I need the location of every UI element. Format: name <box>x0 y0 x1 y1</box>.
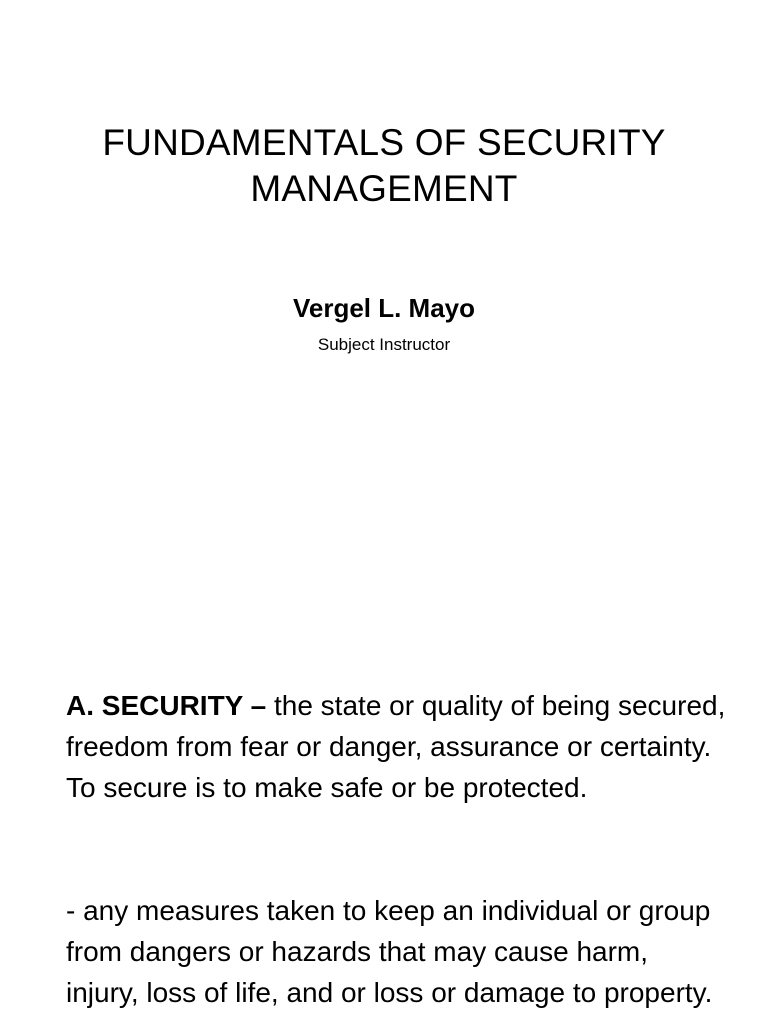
slide-title: FUNDAMENTALS OF SECURITY MANAGEMENT <box>102 122 666 209</box>
definition-text: the state or quality of being secured, freedom from fear or danger, assurance or certainty. To secure is to make safe or be protected. <box>66 690 726 803</box>
security-measures-paragraph: - any measures taken to keep an individual or group from dangers or hazards that may cause harm, injury, loss of life, and or loss or damage to property. <box>66 895 713 1008</box>
content-slide <box>0 512 768 1024</box>
presenter-name: Vergel L. Mayo <box>292 293 476 323</box>
presenter-role: Subject Instructor <box>317 335 451 354</box>
security-definition-paragraph <box>66 685 726 808</box>
definition-term: A. SECURITY – <box>66 690 267 721</box>
